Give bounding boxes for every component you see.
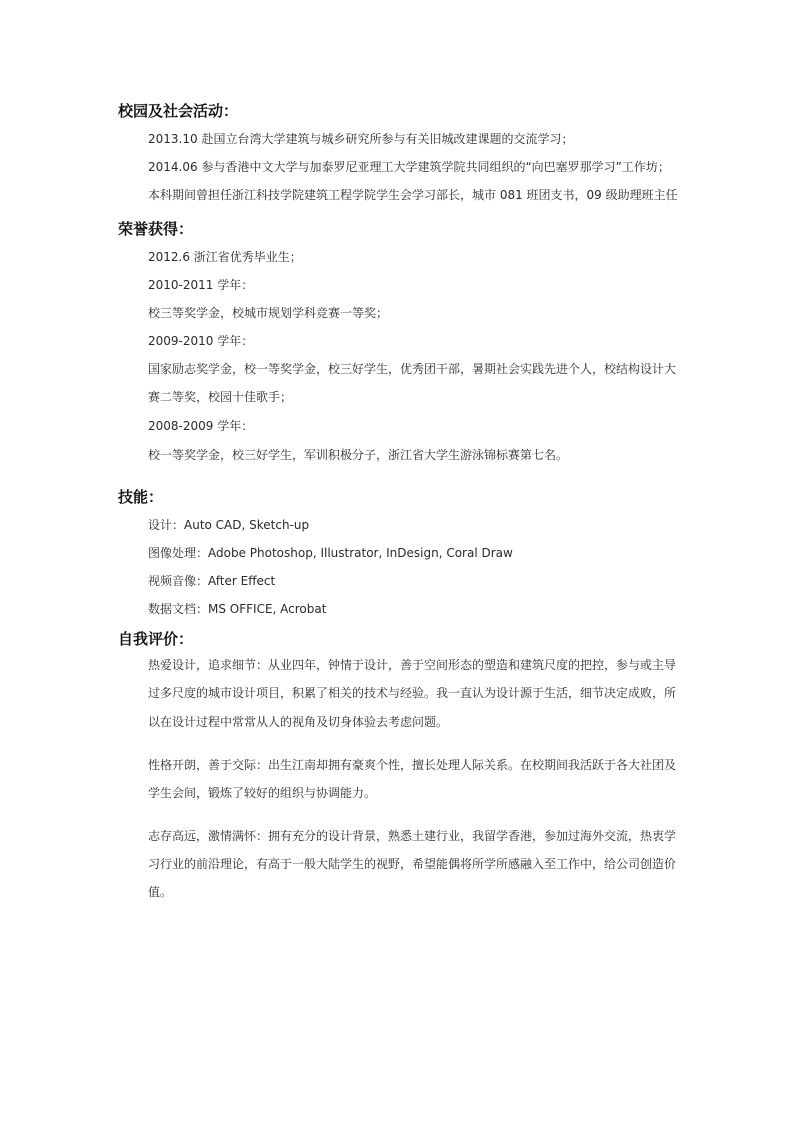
self-evaluation-line: 性格开朗，善于交际：出生江南却拥有豪爽个性，擅长处理人际关系。在校期间我活跃于各大社团及 bbox=[148, 758, 677, 772]
honor-line: 2008-2009 学年： bbox=[148, 419, 254, 433]
activity-line: 本科期间曾担任浙江科技学院建筑工程学院学生会学习部长，城市 081 班团支书，09 级助理班主任 bbox=[148, 188, 678, 202]
honor-line: 国家励志奖学金，校一等奖学金，校三好学生，优秀团干部，暑期社会实践先进个人，校结构设计大 bbox=[148, 362, 677, 376]
skill-line: 图像处理：Adobe Photoshop, Illustrator, InDesign, Coral Draw bbox=[148, 546, 513, 560]
honor-line: 2010-2011 学年： bbox=[148, 278, 254, 292]
activity-line: 2014.06 参与香港中文大学与加泰罗尼亚理工大学建筑学院共同组织的“向巴塞罗那学习”工作坊； bbox=[148, 160, 670, 174]
section-title-self-evaluation: 自我评价： bbox=[118, 630, 194, 648]
self-evaluation-line: 热爱设计，追求细节：从业四年，钟情于设计，善于空间形态的塑造和建筑尺度的把控，参与或主导 bbox=[148, 658, 677, 672]
self-evaluation-line: 值。 bbox=[148, 885, 173, 899]
honor-line: 2012.6 浙江省优秀毕业生； bbox=[148, 250, 302, 264]
skill-line: 视频音像：After Effect bbox=[148, 574, 276, 588]
self-evaluation-line: 习行业的前沿理论，有高于一般大陆学生的视野，希望能偶将所学所感融入至工作中，给公司创造价 bbox=[148, 857, 677, 871]
section-title-honors: 荣誉获得： bbox=[118, 220, 194, 238]
self-evaluation-line: 过多尺度的城市设计项目，积累了相关的技术与经验。我一直认为设计源于生活，细节决定成败，所 bbox=[148, 686, 677, 700]
skill-line: 设计：Auto CAD, Sketch-up bbox=[148, 518, 310, 532]
honor-line: 赛二等奖，校园十佳歌手； bbox=[148, 390, 293, 404]
honor-line: 校三等奖学金，校城市规划学科竞赛一等奖； bbox=[148, 306, 389, 320]
skill-line: 数据文档：MS OFFICE, Acrobat bbox=[148, 602, 327, 616]
self-evaluation-line: 学生会间，锻炼了较好的组织与协调能力。 bbox=[148, 786, 377, 800]
activity-line: 2013.10 赴国立台湾大学建筑与城乡研究所参与有关旧城改建课题的交流学习； bbox=[148, 132, 574, 146]
self-evaluation-line: 以在设计过程中常常从人的视角及切身体验去考虑问题。 bbox=[148, 715, 449, 729]
section-title-activities: 校园及社会活动： bbox=[118, 102, 239, 120]
section-title-skills: 技能： bbox=[118, 488, 164, 506]
honor-line: 校一等奖学金，校三好学生，军训积极分子，浙江省大学生游泳锦标赛第七名。 bbox=[148, 448, 569, 462]
honor-line: 2009-2010 学年： bbox=[148, 334, 254, 348]
self-evaluation-line: 志存高远，激情满怀：拥有充分的设计背景，熟悉土建行业，我留学香港，参加过海外交流，热衷学 bbox=[148, 829, 677, 843]
